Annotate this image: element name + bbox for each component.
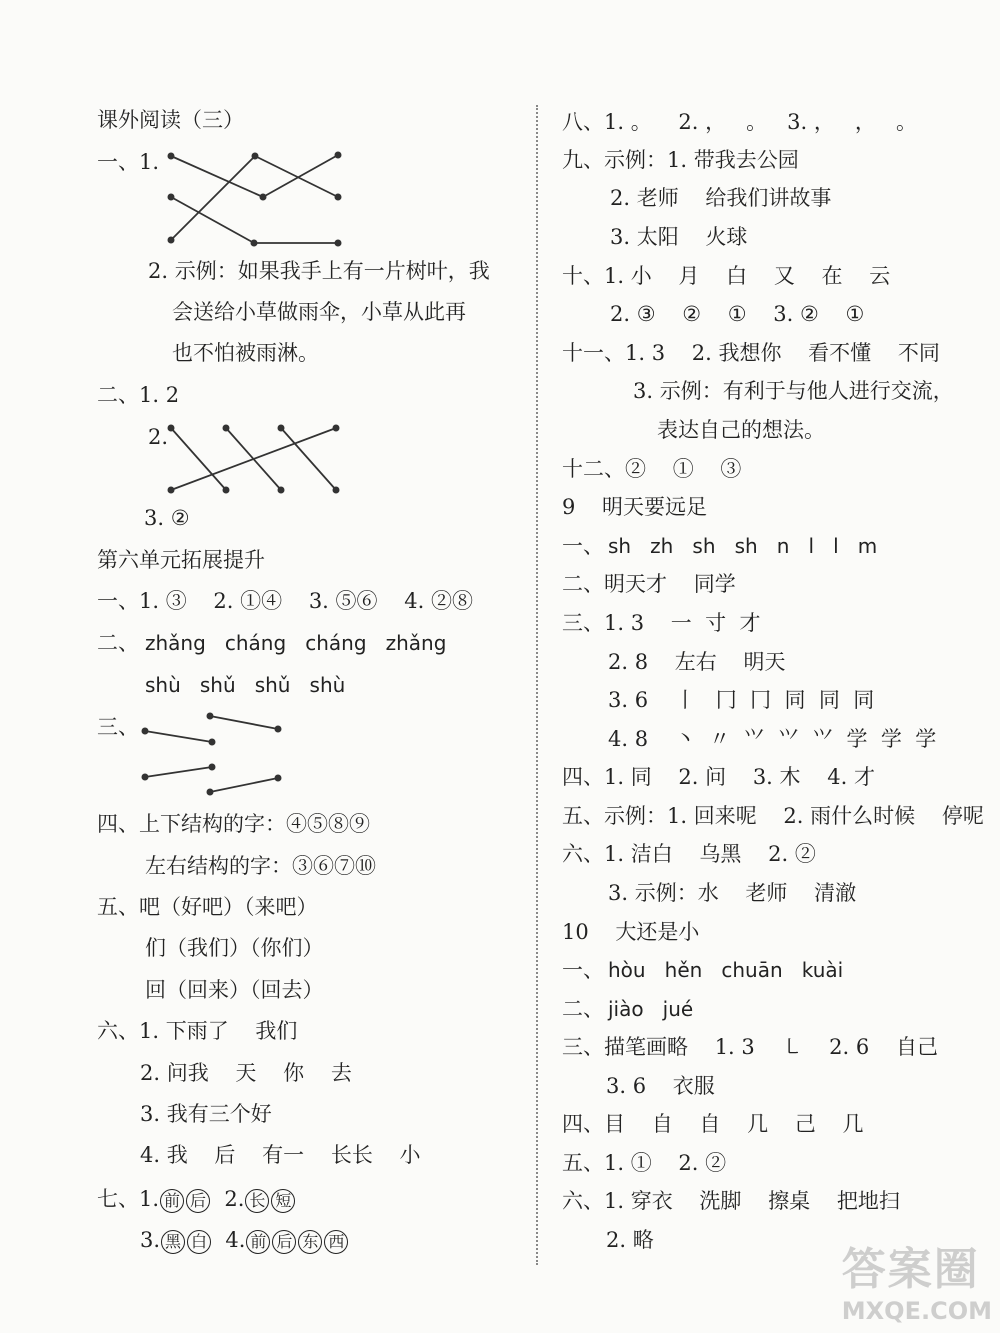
reading-q1-2-line2: 会送给小草做雨伞，小草从此再 — [172, 300, 466, 324]
lesson-10-q5: 五、1. ① 2. ② — [562, 1151, 727, 1175]
matching-lines-diagram — [0, 0, 540, 800]
lesson-9-q1-pinyin: sh zh sh sh n l l m — [608, 534, 878, 558]
lesson-10-q6-line2: 2. 略 — [606, 1228, 654, 1252]
circled-char: 西 — [324, 1230, 348, 1254]
unit6-q5-line3: 回（回来）（回去） — [145, 978, 324, 1002]
unit6-q6-line1: 六、1. 下雨了 我们 — [97, 1019, 298, 1043]
lesson-9-q2: 二、明天才 同学 — [562, 572, 736, 596]
watermark-url: MXQE.COM — [841, 1297, 992, 1325]
answer-11-line1: 十一、1. 3 2. 我想你 看不懂 不同 — [562, 341, 940, 365]
lesson-9-q6-line1: 六、1. 洁白 乌黑 2. ② — [562, 842, 816, 866]
unit6-q2-label: 二、 — [97, 631, 139, 655]
circled-char: 东 — [298, 1230, 322, 1254]
answer-12: 十二、② ① ③ — [562, 457, 742, 481]
unit6-q4-line2: 左右结构的字：③⑥⑦⑩ — [145, 854, 376, 878]
lesson-9-q3-line3: 3. 6 丨 冂 冂 同 同 同 — [608, 688, 875, 712]
q7-2-label: 2. — [211, 1187, 245, 1211]
unit6-q6-line2: 2. 问我 天 你 去 — [140, 1061, 352, 1085]
circled-char: 后 — [186, 1189, 210, 1213]
unit6-q3-label: 三、 — [97, 715, 139, 739]
reading-q2-3: 3. ② — [144, 506, 190, 530]
unit6-q2-pinyin-2: shù shǔ shǔ shù — [145, 673, 346, 697]
answer-9-line3: 3. 太阳 火球 — [610, 225, 748, 249]
unit6-q7-line2 — [140, 1226, 349, 1254]
answer-9-line1: 九、示例：1. 带我去公园 — [562, 148, 799, 172]
lesson-10-q3-line2: 3. 6 衣服 — [606, 1074, 715, 1098]
unit6-q5-line1: 五、吧（好吧）（来吧） — [97, 895, 318, 919]
answer-10-line2: 2. ③ ② ① 3. ② ① — [610, 302, 865, 326]
circled-char: 长 — [245, 1189, 269, 1213]
unit6-q2-pinyin-1: zhǎng cháng cháng zhǎng — [145, 631, 447, 655]
reading-q2-2-label: 2. — [148, 425, 169, 449]
circled-char: 前 — [160, 1189, 184, 1213]
circled-char: 短 — [271, 1189, 295, 1213]
reading-q1-2-line3: 也不怕被雨淋。 — [172, 341, 319, 365]
unit6-q4-line1: 四、上下结构的字：④⑤⑧⑨ — [97, 812, 370, 836]
circled-char: 白 — [187, 1230, 211, 1254]
answer-11-line3: 表达自己的想法。 — [657, 418, 825, 442]
lesson-9-q3-line4: 4. 8 丶 〃 ⺍ ⺍ ⺍ 学 学 学 — [608, 727, 937, 751]
lesson-9-q3-line1: 三、1. 3 一 寸 才 — [562, 611, 761, 635]
lesson-10-q4: 四、目 自 自 几 己 几 — [562, 1112, 864, 1136]
answer-11-line2: 3. 示例：有利于与他人进行交流， — [633, 379, 954, 403]
lesson-10-q2-pinyin: jiào jué — [608, 997, 694, 1021]
circled-char: 前 — [246, 1230, 270, 1254]
lesson-10-q2-label: 二、 — [562, 997, 604, 1021]
lesson-9-q6-line2: 3. 示例：水 老师 清澈 — [608, 881, 857, 905]
q7-1-label: 七、1. — [97, 1187, 160, 1211]
section-title-unit6: 第六单元拓展提升 — [97, 548, 265, 572]
column-divider — [536, 105, 538, 1265]
answer-10-line1: 十、1. 小 月 白 又 在 云 — [562, 264, 891, 288]
unit6-q1: 一、1. ③ 2. ①④ 3. ⑤⑥ 4. ②⑧ — [97, 589, 473, 613]
unit6-q5-line2: 们（我们）（你们） — [145, 936, 324, 960]
circled-char: 黑 — [161, 1230, 185, 1254]
answer-8: 八、1. 。 2. ， 。 3. ， ， 。 — [562, 110, 917, 134]
watermark-logo — [842, 1233, 992, 1325]
q7-3-label: 3. — [140, 1228, 161, 1252]
lesson-10-q1-pinyin: hòu hěn chuān kuài — [608, 958, 844, 982]
lesson-10-q3-line1: 三、描笔画略 1. 3 ㇄ 2. 6 自己 — [562, 1035, 938, 1059]
lesson-10-title: 10 大还是小 — [562, 920, 700, 944]
lesson-10-q6-line1: 六、1. 穿衣 洗脚 擦桌 把地扫 — [562, 1189, 900, 1213]
unit6-q6-line4: 4. 我 后 有一 长长 小 — [140, 1143, 421, 1167]
section-title-reading-3: 课外阅读（三） — [97, 108, 244, 132]
lesson-9-q5: 五、示例：1. 回来呢 2. 雨什么时候 停呢 — [562, 804, 984, 828]
reading-q1-label: 一、1. — [97, 150, 160, 174]
lesson-9-q1-label: 一、 — [562, 534, 604, 558]
circled-char: 后 — [272, 1230, 296, 1254]
lesson-9-title: 9 明天要远足 — [562, 495, 708, 519]
answer-9-line2: 2. 老师 给我们讲故事 — [610, 186, 832, 210]
watermark-big: 答案圈 — [841, 1244, 980, 1295]
q7-4-label: 4. — [212, 1228, 246, 1252]
unit6-q7-line1 — [97, 1185, 296, 1213]
reading-q1-2-line1: 2. 示例：如果我手上有一片树叶，我 — [148, 259, 490, 283]
reading-q2-1: 二、1. 2 — [97, 383, 180, 407]
lesson-9-q4: 四、1. 同 2. 问 3. 木 4. 才 — [562, 765, 875, 789]
lesson-10-q1-label: 一、 — [562, 958, 604, 982]
unit6-q6-line3: 3. 我有三个好 — [140, 1102, 272, 1126]
lesson-9-q3-line2: 2. 8 左右 明天 — [608, 650, 786, 674]
